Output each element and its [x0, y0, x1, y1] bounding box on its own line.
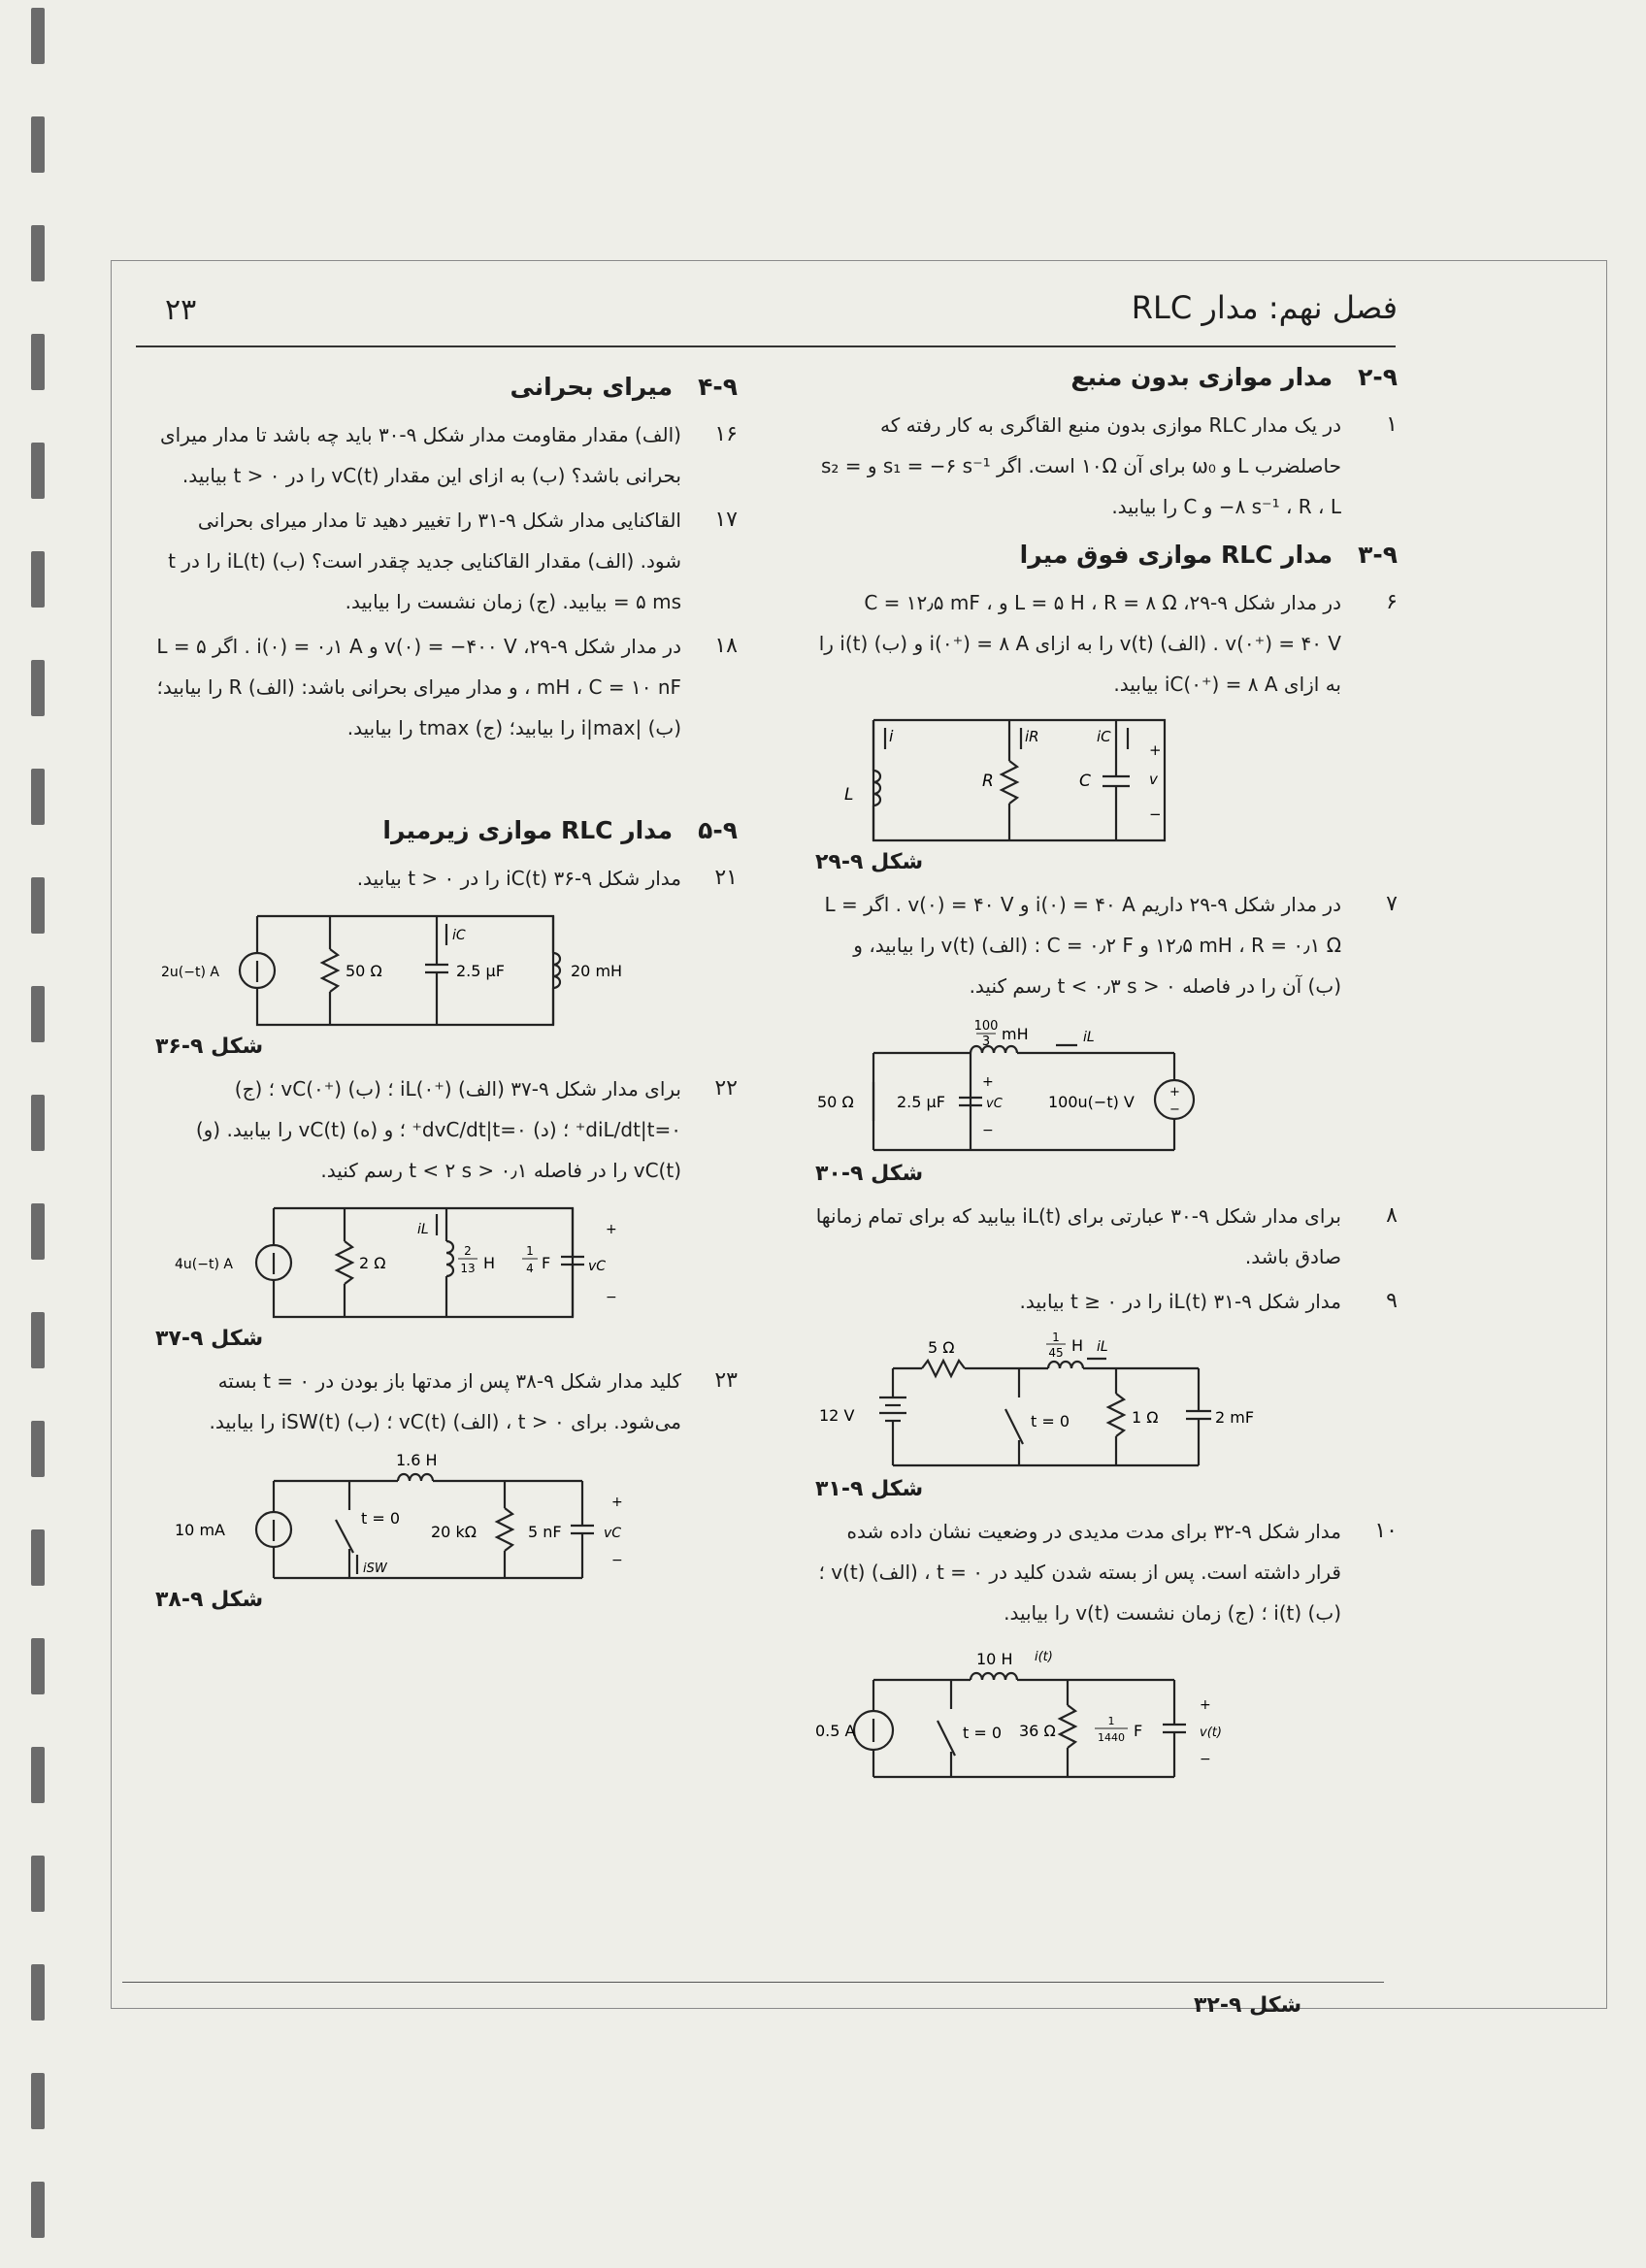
header-rule: [136, 345, 1396, 347]
figure-caption: شکل ۹-۳۸: [155, 1588, 264, 1612]
resistor-label: 2 Ω: [359, 1254, 386, 1272]
current-label: i(t): [1035, 1650, 1053, 1664]
resistor-label: 50 Ω: [817, 1093, 854, 1111]
problem: [815, 884, 1398, 1006]
page-header: [136, 289, 1398, 347]
problem: [815, 1196, 1398, 1277]
fraction-denominator: 13: [460, 1262, 476, 1275]
binding-hole: [31, 1856, 45, 1912]
figure-caption: شکل ۹-۳۷: [155, 1327, 264, 1351]
figure-9-29: [815, 712, 1398, 874]
figure-9-32: [815, 1641, 1398, 1787]
fraction-denominator: 1440: [1098, 1731, 1125, 1744]
fraction-denominator: 3: [981, 1035, 991, 1049]
problem-text: در مدار شکل ۹-۲۹، L = ۵ H ، R = ۸ Ω و C = ۱۲٫۵ mF ، v(۰⁺) = ۴۰ V . (الف) v(t) را به ازای i(۰⁺) = ۸ A و (ب) i(t) را به ازای iC(۰⁺) = ۸ A بیابید.: [818, 591, 1341, 696]
fraction-denominator: 4: [526, 1262, 534, 1275]
circuit-diagram: [815, 1641, 1398, 1787]
plus-sign: +: [1169, 1085, 1180, 1100]
current-label: iC: [452, 928, 466, 943]
inductor-unit: H: [1071, 1336, 1084, 1355]
voltage-label: v(t): [1200, 1726, 1222, 1740]
binding-hole: [31, 8, 45, 64]
circuit-diagram: [815, 1014, 1398, 1160]
figure-9-31: [815, 1330, 1398, 1501]
problem: [155, 1068, 738, 1191]
bottom-rule: [122, 1982, 1384, 1983]
inductor-label: 1.6 H: [396, 1451, 438, 1469]
figure-caption: شکل ۹-۲۹: [815, 850, 924, 874]
left-column: [155, 367, 738, 1622]
binding-hole: [31, 2182, 45, 2238]
problem-number: ۱۷: [714, 508, 738, 532]
figure-9-30: [815, 1014, 1398, 1186]
circuit-diagram: [815, 1330, 1398, 1475]
plus-sign: +: [611, 1495, 623, 1510]
capacitor-label: 2.5 μF: [897, 1093, 945, 1111]
circuit-diagram: [155, 906, 738, 1033]
minus-sign: −: [1169, 1102, 1180, 1117]
binding-hole: [31, 2073, 45, 2129]
problem: [155, 626, 738, 748]
circuit-diagram: [155, 1199, 738, 1325]
component-label: L: [844, 785, 854, 805]
circuit-diagram: [155, 1450, 738, 1586]
capacitor-label: 2.5 μF: [456, 962, 505, 980]
binding-hole: [31, 986, 45, 1042]
current-label: iL: [1083, 1030, 1095, 1045]
voltage-label: vC: [588, 1259, 607, 1274]
minus-sign: −: [982, 1123, 994, 1138]
problem: [815, 1281, 1398, 1322]
problem-number: ۹: [1386, 1289, 1398, 1313]
problem-number: ۱۸: [714, 634, 738, 658]
switch-label: t = 0: [963, 1724, 1003, 1742]
section-heading: ۵-۹مدار RLC موازی زیرمیرا: [382, 816, 738, 844]
figure-caption: شکل ۹-۳۲: [1194, 1993, 1302, 2018]
problem-number: ۲۲: [714, 1076, 738, 1101]
fraction-numerator: 2: [464, 1244, 472, 1258]
voltage-label: v: [1149, 771, 1158, 788]
problem-text: در یک مدار RLC موازی بدون منبع القاگری به کار رفته که حاصلضرب L و ω₀ برای آن ۱۰Ω است. اگر s₁ = −۶ s⁻¹ و s₂ = −۸ s⁻¹ ، R ، L و C را بیابید.: [820, 413, 1341, 518]
circuit-diagram: [815, 712, 1398, 848]
right-column: [815, 357, 1398, 1787]
problem-number: ۱۶: [714, 422, 738, 446]
binding-hole: [31, 551, 45, 608]
current-label: iC: [1097, 728, 1111, 745]
problem-number: ۱: [1386, 412, 1398, 437]
inductor-unit: H: [483, 1254, 496, 1272]
current-label: iL: [1097, 1339, 1108, 1355]
problem-text: برای مدار شکل ۹-۳۰ عبارتی برای iL(t) بیابید که برای تمام زمانها صادق باشد.: [815, 1204, 1341, 1268]
minus-sign: −: [1149, 805, 1162, 823]
problem-text: (الف) مقدار مقاومت مدار شکل ۹-۳۰ باید چه باشد تا مدار میرای بحرانی باشد؟ (ب) به ازای این مقدار vC(t) را در t > ۰ بیابید.: [159, 423, 681, 487]
section-heading: ۳-۹مدار RLC موازی فوق میرا: [1019, 541, 1398, 569]
current-label: iL: [417, 1222, 429, 1237]
problem-text: القاکنایی مدار شکل ۹-۳۱ را تغییر دهید تا مدار میرای بحرانی شود. (الف) مقدار القاکنایی جدید چقدر است؟ (ب) iL(t) را در t = ۵ ms بیابید. (ج) زمان نشست را بیابید.: [168, 509, 681, 613]
problem-number: ۸: [1386, 1203, 1398, 1228]
plus-sign: +: [606, 1222, 617, 1237]
problem-text: برای مدار شکل ۹-۳۷ (الف) iL(۰⁺) ؛ (ب) vC(۰⁺) ؛ (ج) diL/dt|t=۰⁺ ؛ (د) dvC/dt|t=۰⁺ ؛ و (ه) vC(t) را بیابید. (و) vC(t) را در فاصله ۰٫۱ < t < ۲ s رسم کنید.: [195, 1077, 681, 1182]
problem-text: کلید مدار شکل ۹-۳۸ پس از مدتها باز بودن در t = ۰ بسته می‌شود. برای t > ۰ ، (الف) vC(t) ؛ (ب) iSW(t) را بیابید.: [209, 1369, 681, 1433]
chapter-title: فصل نهم: مدار RLC: [1131, 289, 1398, 326]
component-label: R: [982, 772, 994, 791]
source-label: 100u(−t) V: [1048, 1093, 1135, 1111]
binding-hole: [31, 443, 45, 499]
resistor-label: 1 Ω: [1132, 1408, 1159, 1427]
inductor-label: 20 mH: [571, 962, 623, 980]
problem-text: مدار شکل ۹-۳۱ iL(t) را در t ≥ ۰ بیابید.: [1019, 1290, 1341, 1313]
resistor-label: 50 Ω: [346, 962, 382, 980]
problem-number: ۱۰: [1374, 1519, 1398, 1543]
inductor-label: 10 H: [976, 1650, 1013, 1668]
binding-hole: [31, 1964, 45, 2021]
problem: [155, 500, 738, 622]
binding-hole: [31, 877, 45, 934]
binding-hole: [31, 334, 45, 390]
problem-number: ۶: [1386, 590, 1398, 614]
current-label: i: [889, 727, 894, 745]
resistor-label: 20 kΩ: [431, 1523, 477, 1541]
section-heading: ۲-۹مدار موازی بدون منبع: [1070, 363, 1398, 391]
component-label: C: [1079, 772, 1091, 791]
problem-number: ۲۳: [714, 1368, 738, 1393]
binding-hole: [31, 1747, 45, 1803]
problem: [815, 1511, 1398, 1633]
capacitor-unit: F: [1134, 1722, 1143, 1740]
figure-caption: شکل ۹-۳۰: [815, 1162, 924, 1186]
current-label: iSW: [363, 1561, 387, 1576]
plus-sign: +: [982, 1074, 994, 1090]
spiral-binding: [31, 0, 52, 2268]
source-label: 0.5 A: [815, 1722, 856, 1740]
binding-hole: [31, 660, 45, 716]
capacitor-label: 2 mF: [1215, 1408, 1255, 1427]
problem-text: مدار شکل ۹-۳۶ iC(t) را در t > ۰ بیابید.: [356, 867, 681, 890]
binding-hole: [31, 1421, 45, 1477]
fraction-denominator: 45: [1048, 1346, 1064, 1360]
resistor-label: 5 Ω: [928, 1338, 955, 1357]
problem-text: در مدار شکل ۹-۲۹ داریم i(۰) = ۴۰ A و v(۰) = ۴۰ V . اگر L = ۱۲٫۵ mH ، R = ۰٫۱ Ω و C = ۰٫۲ F : (الف) v(t) را بیابید، و (ب) آن را در فاصله ۰ < t < ۰٫۳ s رسم کنید.: [824, 893, 1341, 998]
fraction-numerator: 100: [973, 1019, 999, 1034]
fraction-numerator: 1: [1052, 1331, 1060, 1344]
current-label: iR: [1025, 728, 1039, 745]
source-label: 2u(−t) A: [161, 965, 219, 980]
problem: [155, 414, 738, 496]
switch-label: t = 0: [361, 1509, 401, 1528]
problem-text: در مدار شکل ۹-۲۹، v(۰) = −۴۰۰ V و i(۰) = ۰٫۱ A . اگر L = ۵ mH ، C = ۱۰ nF ، و مدار میرای بحرانی باشد: (الف) R را بیابید؛ (ب) |i|max را بیابید؛ (ج) tmax را بیابید.: [156, 635, 681, 740]
problem-number: ۷: [1386, 892, 1398, 916]
source-label: 4u(−t) A: [175, 1257, 233, 1272]
binding-hole: [31, 1638, 45, 1694]
figure-9-36: [155, 906, 738, 1059]
problem-text: مدار شکل ۹-۳۲ برای مدت مدیدی در وضعیت نشان داده شده قرار داشته است. پس از بسته شدن کلید در t = ۰ ، (الف) v(t) ؛ (ب) i(t) ؛ (ج) زمان نشست v(t) را بیابید.: [818, 1520, 1341, 1625]
minus-sign: −: [611, 1553, 623, 1568]
problem-number: ۲۱: [714, 866, 738, 890]
binding-hole: [31, 1203, 45, 1260]
binding-hole: [31, 225, 45, 281]
plus-sign: +: [1200, 1697, 1211, 1713]
voltage-label: vC: [986, 1097, 1003, 1111]
page-number: ۲۳: [165, 293, 197, 327]
figure-caption: شکل ۹-۳۶: [155, 1035, 264, 1059]
binding-hole: [31, 1312, 45, 1368]
figure-9-38: [155, 1450, 738, 1612]
binding-hole: [31, 1529, 45, 1586]
source-label: 10 mA: [175, 1521, 225, 1539]
problem: [155, 1361, 738, 1442]
problem: [815, 582, 1398, 705]
problem: [815, 405, 1398, 527]
figure-caption: شکل ۹-۳۱: [815, 1477, 924, 1501]
resistor-label: 36 Ω: [1019, 1722, 1056, 1740]
minus-sign: −: [606, 1290, 617, 1305]
source-label: 12 V: [819, 1406, 855, 1425]
capacitor-unit: F: [542, 1254, 551, 1272]
fraction-numerator: 1: [1107, 1715, 1115, 1727]
minus-sign: −: [1200, 1752, 1211, 1767]
capacitor-label: 5 nF: [528, 1523, 562, 1541]
voltage-label: vC: [604, 1526, 622, 1541]
switch-label: t = 0: [1031, 1412, 1070, 1430]
binding-hole: [31, 769, 45, 825]
inductor-unit: mH: [1002, 1025, 1029, 1043]
binding-hole: [31, 116, 45, 173]
section-heading: ۴-۹میرای بحرانی: [510, 373, 738, 401]
fraction-numerator: 1: [526, 1244, 534, 1258]
problem: [155, 858, 738, 899]
figure-9-37: [155, 1199, 738, 1351]
plus-sign: +: [1149, 741, 1162, 759]
binding-hole: [31, 1095, 45, 1151]
